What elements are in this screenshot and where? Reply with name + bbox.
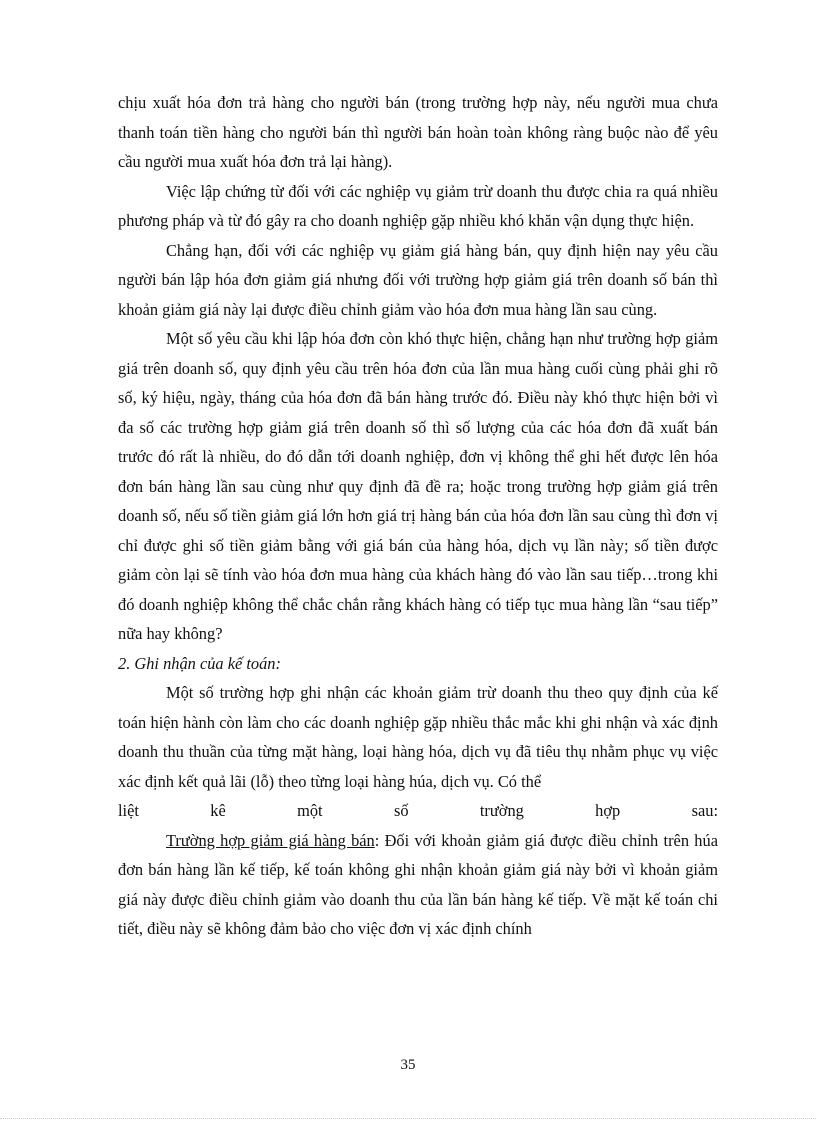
paragraph-discount-example: Chẳng hạn, đối với các nghiệp vụ giảm giá hàng bán, quy định hiện nay yêu cầu người bán lập hóa đơn giảm giá nhưng đối với trường hợp giảm giá trên doanh số bán thì khoản giảm giá này lại được điều chỉnh giảm vào hóa đơn mua hàng lần sau cùng. [118,240,718,319]
paragraph-continuation: chịu xuất hóa đơn trả hàng cho người bán (trong trường hợp này, nếu người mua chưa thanh toán tiền hàng cho người bán thì người bán hoàn toàn không ràng buộc nào để yêu cầu người mua xuất hóa đơn trả lại hàng). [118,93,718,171]
case-description: : Đối với khoản giảm giá được điều chỉnh trên húa đơn bán hàng lần kế tiếp, kế toán không ghi nhận khoản giảm giá này bởi vì khoản giảm giá này được điều chỉnh giảm vào doanh thu của lần bán hàng kế tiếp. Về mặt kế toán chi tiết, điều này sẽ không đảm bảo cho việc đơn vị xác định chính [118,830,718,938]
section-heading: 2. Ghi nhận của kế toán: [118,653,281,673]
paragraph-sales-discount-case [118,826,718,944]
paragraph-accounting-recognition: Một số trường hợp ghi nhận các khoản giảm trừ doanh thu theo quy định của kế toán hiện hành còn làm cho các doanh nghiệp gặp nhiều thắc mắc khi ghi nhận và xác định doanh thu thuần của từng mặt hàng, loại hàng hóa, dịch vụ đã tiêu thụ nhằm phục vụ việc xác định kết quả lãi (lỗ) theo từng loại hàng húa, dịch vụ. Có thể [118,683,718,791]
page-number: 35 [400,1057,416,1073]
paragraph-list-intro: liệt kê một số trường hợp sau: [118,801,718,820]
case-title: Trường hợp giảm giá hàng bán [166,830,375,850]
paragraph-invoice-methods: Việc lập chứng từ đối với các nghiệp vụ giảm trừ doanh thu được chia ra quá nhiều phương pháp và từ đó gây ra cho doanh nghiệp gặp nhiều khó khăn vận dụng thực hiện. [118,181,718,230]
page-bottom-divider [0,1118,816,1119]
page-content [118,88,718,944]
paragraph-invoice-requirements: Một số yêu cầu khi lập hóa đơn còn khó thực hiện, chẳng hạn như trường hợp giảm giá trên doanh số, quy định yêu cầu trên hóa đơn của lần mua hàng cuối cùng phải ghi rõ số, ký hiệu, ngày, tháng của hóa đơn đã bán hàng trước đó. Điều này khó thực hiện bởi vì đa số các trường hợp giảm giá trên doanh số thì số lượng của các hóa đơn đã xuất bán trước đó rất là nhiều, do đó dẫn tới doanh nghiệp, đơn vị không thể ghi hết được lên hóa đơn bán hàng lần sau cùng như quy định đã đề ra; hoặc trong trường hợp giảm giá trên doanh số, nếu số tiền giảm giá lớn hơn giá trị hàng bán của hóa đơn lần sau cùng thì đơn vị chỉ được ghi số tiền giảm bằng với giá bán của hàng hóa, dịch vụ lần này; số tiền được giảm còn lại sẽ tính vào hóa đơn mua hàng của khách hàng đó vào lần sau tiếp…trong khi đó doanh nghiệp không thể chắc chắn rằng khách hàng có tiếp tục mua hàng lần “sau tiếp” nữa hay không? [118,329,718,643]
